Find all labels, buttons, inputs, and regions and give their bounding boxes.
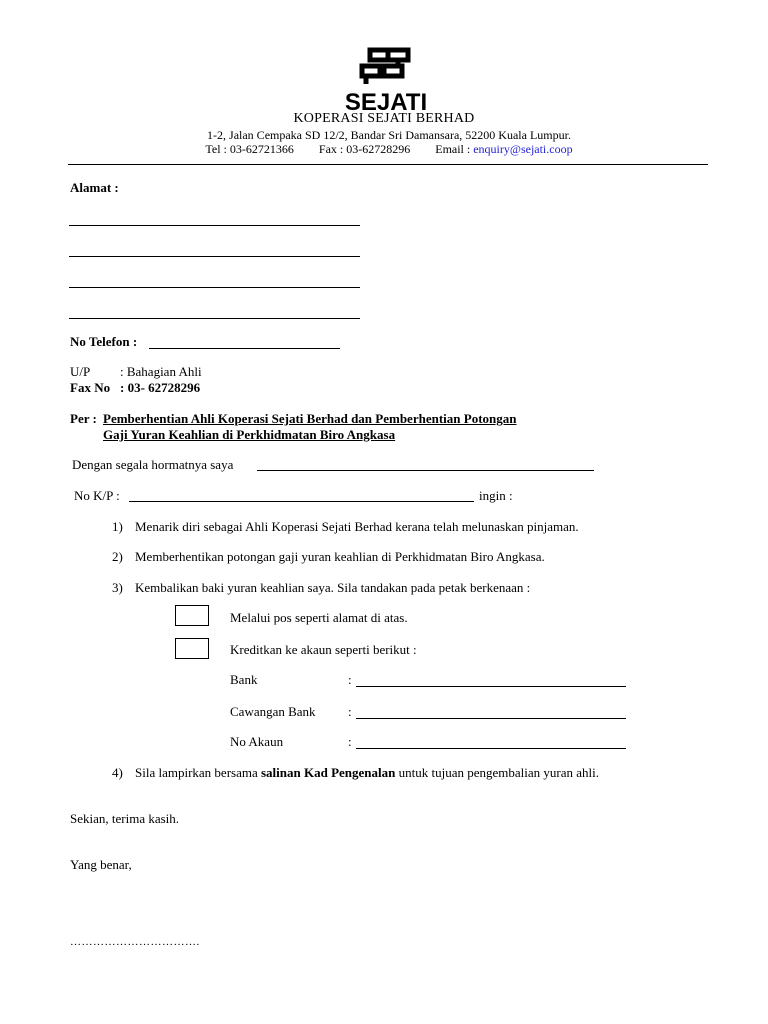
cawangan-line[interactable] <box>356 718 626 719</box>
sign-off: Yang benar, <box>70 857 132 872</box>
org-address: 1-2, Jalan Cempaka SD 12/2, Bandar Sri Damansara, 52200 Kuala Lumpur. <box>207 128 571 142</box>
telefon-line[interactable] <box>149 348 340 349</box>
option-kredit-label: Kreditkan ke akaun seperti berikut : <box>230 642 417 657</box>
option-kredit-checkbox[interactable] <box>175 638 209 659</box>
header-divider <box>68 164 708 165</box>
up-label: U/P <box>70 364 91 379</box>
org-email-label: Email : <box>435 142 471 156</box>
up-value: : Bahagian Ahli <box>120 364 202 379</box>
bank-sep: : <box>348 672 352 687</box>
kp-label: No K/P : <box>74 488 120 503</box>
fax-value: : 03- 62728296 <box>120 380 201 395</box>
item-3-text: Kembalikan baki yuran keahlian saya. Sila tandakan pada petak berkenaan : <box>135 580 531 595</box>
svg-text:SEJATI: SEJATI <box>344 89 428 114</box>
akaun-label: No Akaun <box>230 734 284 749</box>
org-email-link[interactable]: enquiry@sejati.coop <box>473 142 573 156</box>
kp-suffix: ingin : <box>479 488 513 503</box>
kp-line[interactable] <box>129 501 474 502</box>
item-3-num: 3) <box>112 580 123 595</box>
address-line-1[interactable] <box>69 225 360 226</box>
signature-dots[interactable]: ……………………………. <box>70 936 200 948</box>
name-line[interactable] <box>257 470 594 471</box>
option-pos-label: Melalui pos seperti alamat di atas. <box>230 610 408 625</box>
item-2-text: Memberhentikan potongan gaji yuran keahlian di Perkhidmatan Biro Angkasa. <box>135 549 545 564</box>
item-2-num: 2) <box>112 549 123 564</box>
org-fax: Fax : 03-62728296 <box>318 142 411 156</box>
address-line-2[interactable] <box>69 256 360 257</box>
telefon-label: No Telefon : <box>70 334 138 349</box>
item-1-text: Menarik diri sebagai Ahli Koperasi Sejati Berhad kerana telah melunaskan pinjaman. <box>135 519 579 534</box>
org-name: KOPERASI SEJATI BERHAD <box>293 111 475 126</box>
sejati-logo <box>340 44 432 114</box>
subject-line-2: Gaji Yuran Keahlian di Perkhidmatan Biro Angkasa <box>103 427 396 442</box>
intro-text: Dengan segala hormatnya saya <box>72 457 234 472</box>
org-contact <box>0 142 768 157</box>
option-pos-checkbox[interactable] <box>175 605 209 626</box>
org-tel: Tel : 03-62721366 <box>205 142 294 156</box>
bank-label: Bank <box>230 672 258 687</box>
address-line-4[interactable] <box>69 318 360 319</box>
akaun-line[interactable] <box>356 748 626 749</box>
item-1-num: 1) <box>112 519 123 534</box>
per-label: Per : <box>70 411 97 426</box>
akaun-sep: : <box>348 734 352 749</box>
fax-label: Fax No <box>70 380 111 395</box>
item-4-post: untuk tujuan pengembalian yuran ahli. <box>398 765 599 780</box>
item-4-bold: salinan Kad Pengenalan <box>261 765 396 780</box>
cawangan-label: Cawangan Bank <box>230 704 316 719</box>
thanks-text: Sekian, terima kasih. <box>70 811 180 826</box>
item-4-text <box>135 765 599 781</box>
subject-line-1: Pemberhentian Ahli Koperasi Sejati Berhad dan Pemberhentian Potongan <box>103 411 517 426</box>
alamat-label: Alamat : <box>70 180 119 195</box>
bank-line[interactable] <box>356 686 626 687</box>
item-4-pre: Sila lampirkan bersama <box>135 765 258 780</box>
cawangan-sep: : <box>348 704 352 719</box>
address-line-3[interactable] <box>69 287 360 288</box>
item-4-num: 4) <box>112 765 123 780</box>
